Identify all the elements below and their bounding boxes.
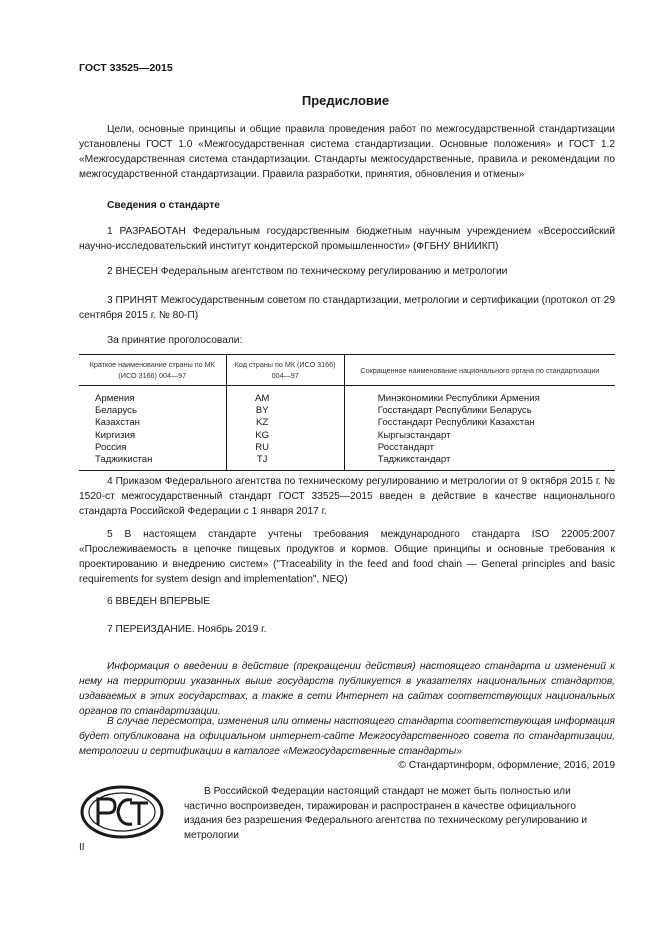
info-paragraph-2: В случае пересмотра, изменения или отмены настоящего стандарта соответствующая информация будет опубликована на официальном интернет-сайте Межгосударственного совета по стандартизации, метрологии и сертификации в каталоге «Межгосударственные стандарты» — [79, 716, 615, 757]
code-cell: KZ — [256, 417, 269, 429]
body-cell: Госстандарт Республики Казахстан — [377, 417, 535, 429]
body-cell: Минэкономики Республики Армения — [377, 393, 540, 404]
item-7: 7 ПЕРЕИЗДАНИЕ. Ноябрь 2019 г. — [107, 624, 267, 635]
code-column — [226, 386, 344, 471]
body-column — [344, 386, 615, 471]
countries-table — [79, 354, 615, 471]
country-cell: Казахстан — [95, 417, 140, 429]
item-5: 5 В настоящем стандарте учтены требования международного стандарта ISO 22005:2007 «Прослеживаемость в цепочке пищевых продуктов и кормов. Общие принципы и основные требования к проектированию и внедрению систем» ("Traceability in the feed and food chain — General principles and basic requirements for system design and implementation", NEQ) — [79, 529, 615, 585]
info-paragraph-1: Информация о введении в действие (прекращении действия) настоящего стандарта и изменений к нему на территории указанных выше государств публикуется в указателях национальных стандартов, издаваемых в этих государствах, а также в сети Интернет на сайтах соответствующих национальных органов по стандартизации. — [79, 661, 615, 717]
table-header-code: Код страны по МК (ИСО 3166) 004—97 — [226, 355, 344, 386]
item-2: 2 ВНЕСЕН Федеральным агентством по техническому регулированию и метрологии — [107, 266, 508, 277]
table-header-body: Сокращенное наименование национального органа по стандартизации — [344, 355, 615, 386]
section-subtitle: Сведения о стандарте — [107, 200, 220, 211]
copyright-notice: В Российской Федерации настоящий стандарт не может быть полностью или частично воспроизведен, тиражирован и распространен в качестве официального издания без разрешения Федерального агентства по техническому регулированию и метрологии — [184, 786, 588, 841]
voted-label: За принятие проголосовали: — [107, 335, 243, 346]
item-4: 4 Приказом Федерального агентства по техническому регулированию и метрологии от 9 октября 2015 г. № 1520-ст межгосударственный стандарт ГОСТ 33525—2015 введен в действие в качестве национального стандарта Российской Федерации с 1 января 2017 г. — [79, 476, 615, 517]
code-cell: RU — [255, 441, 270, 453]
item-3: 3 ПРИНЯТ Межгосударственным советом по стандартизации, метрологии и сертификации (протокол от 29 сентября 2015 г. № 80-П) — [79, 295, 615, 321]
rst-logo-icon — [80, 785, 164, 839]
copyright-line: © Стандартинформ, оформление, 2016, 2019 — [398, 760, 615, 771]
country-cell: Таджикистан — [95, 454, 153, 466]
page-title: Предисловие — [301, 93, 390, 108]
country-column — [79, 386, 226, 471]
country-cell: Армения — [95, 393, 135, 404]
body-cell: Росстандарт — [377, 441, 435, 453]
code-cell: BY — [255, 405, 269, 417]
country-cell: Беларусь — [95, 405, 137, 417]
code-cell: TJ — [256, 454, 268, 466]
standard-header: ГОСТ 33525—2015 — [79, 62, 173, 74]
item-1: 1 РАЗРАБОТАН Федеральным государственным бюджетным научным учреждением «Всероссийский научно-исследовательский институт кондитерской промышленности» (ФГБНУ ВНИИКП) — [79, 226, 615, 252]
intro-paragraph: Цели, основные принципы и общие правила проведения работ по межгосударственной стандартизации установлены ГОСТ 1.0 «Межгосударственная система стандартизации. Основные положения» и ГОСТ 1.2 «Межгосударственная система стандартизации. Стандарты межгосударственные, правила и рекомендации по межгосударственной стандартизации. Правила разработки, принятия, обновления и отмены» — [79, 124, 615, 180]
item-6: 6 ВВЕДЕН ВПЕРВЫЕ — [107, 596, 211, 607]
table-header-country: Краткое наименование страны по МК (ИСО 3166) 004—97 — [79, 355, 226, 386]
body-cell: Таджикстандарт — [377, 454, 451, 466]
country-cell: Россия — [95, 441, 127, 453]
code-cell: AM — [254, 393, 270, 404]
body-cell: Кыргызстандарт — [377, 429, 451, 441]
code-cell: KG — [255, 429, 270, 441]
body-cell: Госстандарт Республики Беларусь — [377, 405, 532, 417]
country-cell: Киргизия — [95, 429, 136, 441]
page-number: II — [79, 842, 85, 853]
